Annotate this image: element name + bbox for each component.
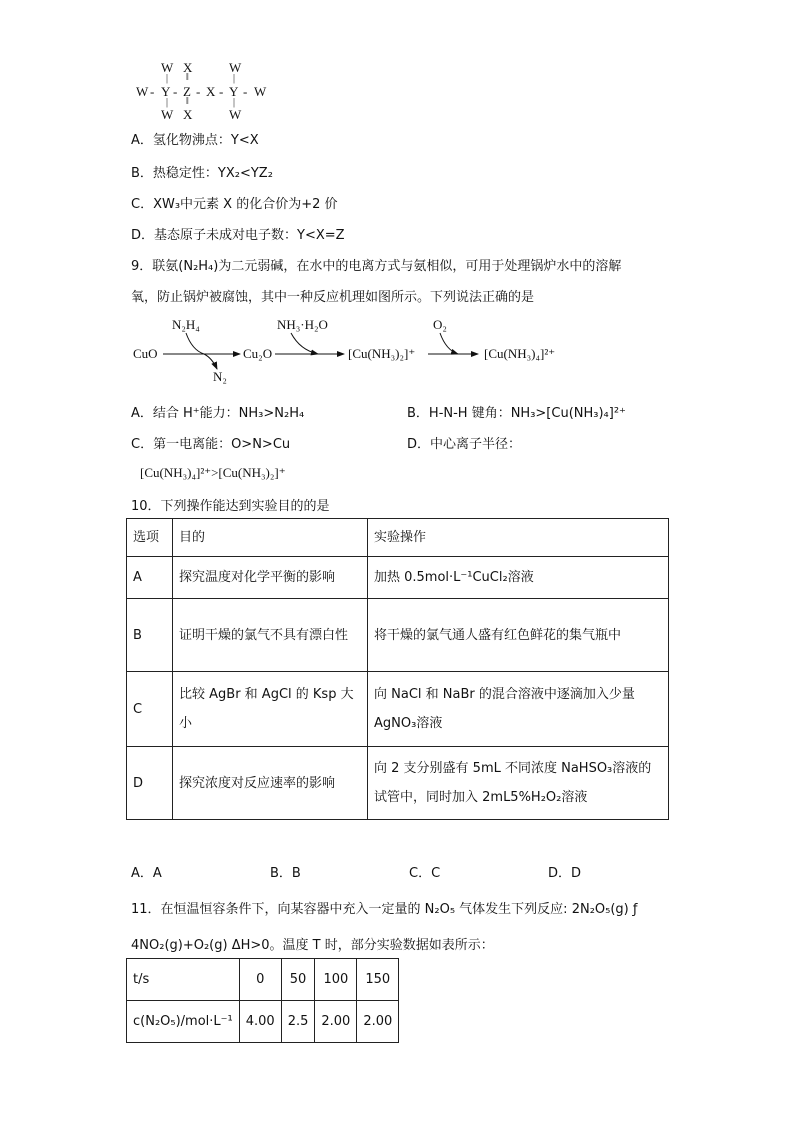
table-row [127,557,669,599]
row-operation: 将干燥的氯气通人盛有红色鲜花的集气瓶中 [368,599,669,672]
species-cu-nh3-4: [Cu(NH₃)₄]²⁺ [484,346,556,361]
bond-double: ‖ [186,72,189,83]
row-purpose: 探究浓度对反应速率的影响 [173,747,368,820]
bond-h: - [173,84,178,99]
arrows-svg [0,0,794,400]
bond-vertical: | [166,97,169,108]
q9-option-c: C．第一电离能：O>N>Cu [131,437,291,452]
species-cu2o: Cu₂O [243,346,273,361]
bond-h: - [150,84,155,99]
q8-option-d: D．基态原子未成对电子数：Y<X=Z [131,228,345,243]
table-row [127,959,399,1001]
row-option: A [127,557,173,599]
q9-stem-line2: 氧，防止锅炉被腐蚀，其中一种反应机理如图所示。下列说法正确的是 [131,290,535,305]
atom-mid-5: Y [229,84,239,99]
atom-bottom-1: W [161,107,174,122]
row-purpose: 证明干燥的氯气不具有漂白性 [173,599,368,672]
atom-mid-1: W [136,84,149,99]
arrow-in-nh3 [291,333,318,354]
bond-h: - [196,84,201,99]
header-purpose: 目的 [173,519,368,557]
q10-answer-a: A．A [131,866,162,881]
time-cell: 100 [315,959,357,1001]
conc-cell: 2.00 [315,1001,357,1043]
reagent-n2h4: N₂H₄ [172,317,200,332]
species-cu-nh3-2: [Cu(NH₃)₂]⁺ [348,346,416,361]
time-cell: 0 [239,959,281,1001]
row-operation: 向 2 支分别盛有 5mL 不同浓度 NaHSO₃溶液的试管中，同时加入 2mL5%H₂O₂溶液 [368,747,669,820]
atom-top-2: X [183,60,193,75]
q8-option-b: B．热稳定性：YX₂<YZ₂ [131,166,273,181]
bond-h: - [219,84,224,99]
bond-vertical: | [233,97,236,108]
time-cell: 150 [357,959,399,1001]
q11-table [126,958,399,1043]
atom-top-1: W [161,60,174,75]
row-option: B [127,599,173,672]
table-row [127,599,669,672]
arrow-in-o2 [440,333,458,354]
atom-bottom-2: X [183,107,193,122]
q9-stem-line1: 9．联氨(N₂H₄)为二元弱碱，在水中的电离方式与氨相似，可用于处理锅炉水中的溶解 [131,259,622,274]
bond-vertical: | [233,73,236,84]
atom-mid-3: Z [183,84,191,99]
q10-table [126,518,669,820]
row-operation: 加热 0.5mol·L⁻¹CuCl₂溶液 [368,557,669,599]
q10-stem: 10．下列操作能达到实验目的的是 [131,499,330,514]
conc-cell: 2.5 [281,1001,315,1043]
table-row [127,672,669,747]
q9-option-a: A．结合 H⁺能力：NH₃>N₂H₄ [131,406,305,421]
arrow-out-n2 [204,354,217,369]
q11-stem-line1: 11．在恒温恒容条件下，向某容器中充入一定量的 N₂O₅ 气体发生下列反应: 2N₂O₅(g) ƒ [131,902,638,917]
label-time: t/s [127,959,240,1001]
bond-h: - [243,84,248,99]
q11-stem-line2: 4NO₂(g)+O₂(g) ΔH>0。温度 T 时，部分实验数据如表所示： [131,938,494,953]
q10-answer-c: C．C [409,866,441,881]
header-option: 选项 [127,519,173,557]
reagent-nh3-h2o: NH₃·H₂O [277,317,328,332]
q10-answer-b: B．B [270,866,301,881]
bond-double: ‖ [186,96,189,107]
header-operation: 实验操作 [368,519,669,557]
q8-option-a: A．氢化物沸点：Y<X [131,133,259,148]
row-purpose: 比较 AgBr 和 AgCl 的 Ksp 大小 [173,672,368,747]
atom-mid-4: X [206,84,216,99]
atom-mid-2: Y [161,84,171,99]
table-row [127,1001,399,1043]
q9-option-b: B．H-N-H 键角：NH₃>[Cu(NH₃)₄]²⁺ [407,406,626,421]
reagent-o2: O₂ [433,317,447,332]
atom-top-3: W [229,60,242,75]
time-cell: 50 [281,959,315,1001]
q10-answer-d: D．D [548,866,582,881]
q9-option-d-cont: [Cu(NH₃)₄]²⁺>[Cu(NH₃)₂]⁺ [140,465,286,480]
conc-cell: 2.00 [357,1001,399,1043]
q8-option-c: C．XW₃中元素 X 的化合价为+2 价 [131,197,338,212]
product-n2: N₂ [213,369,227,384]
q9-option-d: D．中心离子半径： [407,437,522,452]
row-purpose: 探究温度对化学平衡的影响 [173,557,368,599]
row-option: D [127,747,173,820]
atom-bottom-3: W [229,107,242,122]
table-row [127,747,669,820]
atom-mid-6: W [254,84,267,99]
row-option: C [127,672,173,747]
arrow-in-n2h4 [186,333,204,354]
label-concentration: c(N₂O₅)/mol·L⁻¹ [127,1001,240,1043]
table-header-row [127,519,669,557]
conc-cell: 4.00 [239,1001,281,1043]
bond-vertical: | [166,73,169,84]
row-operation: 向 NaCl 和 NaBr 的混合溶液中逐滴加入少量 AgNO₃溶液 [368,672,669,747]
species-cuo: CuO [133,346,158,361]
